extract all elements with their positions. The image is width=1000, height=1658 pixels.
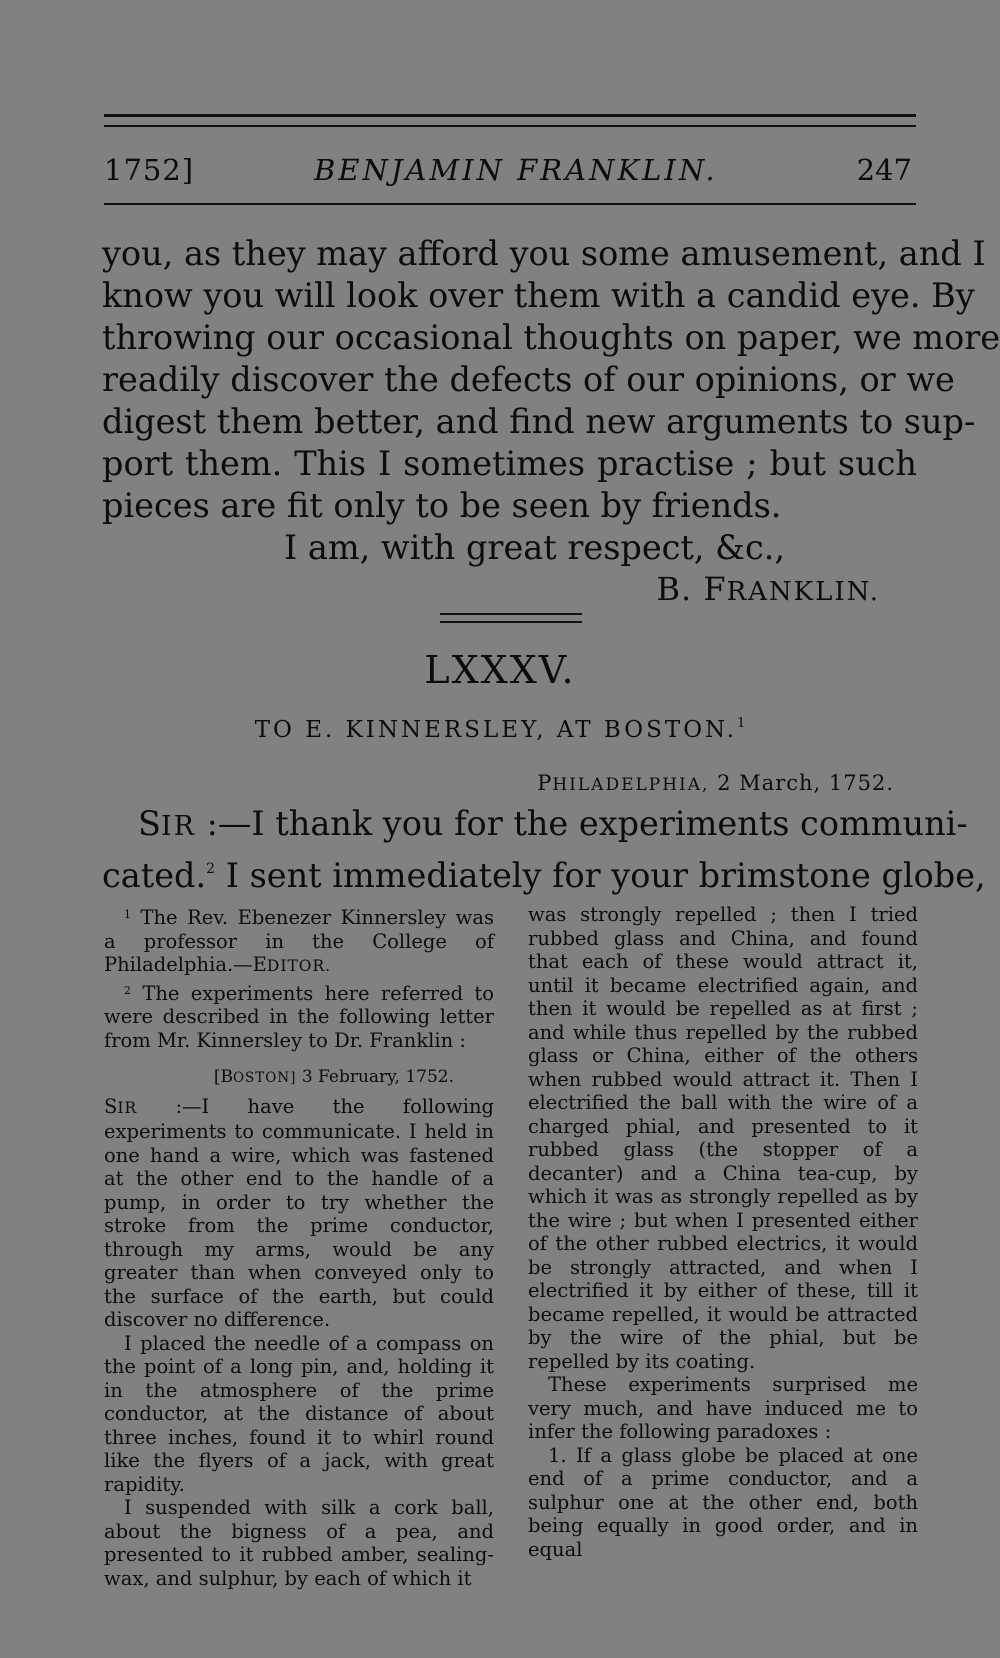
quoted-paragraph: These experiments surprised me very much, and have induced me to infer the following paradoxes : xyxy=(528,1373,918,1443)
body-line: readily discover the defects of our opinions, or we xyxy=(102,360,955,399)
closing-line: I am, with great respect, &c., xyxy=(284,528,786,567)
section-divider-top xyxy=(440,613,582,615)
quoted-paragraph: was strongly repelled ; then I tried rubbed glass and China, and found that each of these would attract it, until it became electrified again, and then it would be repelled as at first ; and while thus repelled by the rubbed glass or China, either of the others when rubbed would attract it. Then I electrified the ball with the wire of a charged phial, and presented to it rubbed glass (the stopper of a decanter) and a China tea-cup, by which it was as strongly repelled as by the wire ; but when I presented either of the other rubbed electrics, it would be strongly attracted, and when I electrified it by either of these, till it became repelled, it would be attracted by the wire of the phial, but be repelled by its coating. xyxy=(528,903,918,1373)
salutation-initial: S xyxy=(138,804,161,843)
quoted-paragraph: I placed the needle of a compass on the point of a long pin, and, holding it in the atmosphere of the prime conductor, at the distance of about three inches, found it to whirl round like the flyers of a jack, with great rapidity. xyxy=(104,1331,494,1496)
footnote-2 xyxy=(104,979,494,1053)
letter-line-start: cated. xyxy=(102,856,207,895)
letter-number: LXXXV. xyxy=(424,648,576,692)
quoted-text: :—I have the following experiments to communicate. I held in one hand a wire, which was fastened at the other end to the handle of a pump, in order to try whether the stroke from the prime conductor, through my arms, would be any greater than when conveyed only to the surface of the earth, but could discover no difference. xyxy=(104,1094,494,1331)
body-line: port them. This I sometimes practise ; but such xyxy=(102,444,917,483)
body-line: pieces are fit only to be seen by friends. xyxy=(102,486,782,525)
footnote-ref: 1 xyxy=(737,716,746,731)
footnote-mark: 1 xyxy=(124,908,131,921)
letter-address xyxy=(0,716,1000,743)
editor-label: DITOR. xyxy=(266,957,332,975)
signature-rest: RANKLIN. xyxy=(726,577,880,607)
running-head-title: BENJAMIN FRANKLIN. xyxy=(314,153,718,187)
quoted-paragraph: 1. If a glass globe be placed at one end of a prime conductor, and a sulphur one at the other end, both being equally in good order, and in equal xyxy=(528,1443,918,1561)
dateline-place-initial: P xyxy=(537,771,553,795)
quoted-paragraph: I suspended with silk a cork ball, about the bigness of a pea, and presented to it rubbed amber, sealing-wax, and sulphur, by each of which it xyxy=(104,1496,494,1590)
quoted-place-initial: [B xyxy=(213,1067,233,1087)
editor-initial: E xyxy=(252,953,267,976)
dateline-date: 2 March, 1752. xyxy=(717,771,894,795)
header-rule-top-thin xyxy=(104,125,916,127)
footnote-text: The experiments here referred to were described in the following letter from Mr. Kinnersley to Dr. Franklin : xyxy=(104,981,494,1052)
letter-line-text: :—I thank you for the experiments communi- xyxy=(206,804,968,843)
signature xyxy=(657,568,880,613)
quoted-salutation-initial: S xyxy=(104,1094,118,1118)
quoted-letter-dateline xyxy=(104,1066,494,1091)
letter-line xyxy=(102,848,986,897)
salutation: IR xyxy=(160,811,196,842)
footnotes-left-column xyxy=(104,903,494,1590)
letter-dateline xyxy=(537,771,894,795)
footnote-text: The Rev. Ebenezer Kinnersley was a professor in the College of Philadelphia.— xyxy=(104,906,495,976)
letter-opening xyxy=(102,803,986,897)
body-line: throwing our occasional thoughts on paper, we more xyxy=(102,318,1000,357)
header-rule-bottom xyxy=(104,203,916,205)
footnote-1 xyxy=(104,903,494,979)
salutation-line xyxy=(102,803,968,848)
signature-initial: B. F xyxy=(656,570,727,608)
section-divider-bottom xyxy=(440,621,582,623)
quoted-place: OSTON] xyxy=(232,1070,297,1086)
letter-line-end: I sent immediately for your brimstone globe, xyxy=(225,856,986,895)
quoted-paragraph xyxy=(104,1095,494,1332)
body-line: digest them better, and find new arguments to sup- xyxy=(102,402,976,441)
running-head-year: 1752] xyxy=(104,153,195,187)
body-line: know you will look over them with a candid eye. By xyxy=(102,276,975,315)
continued-letter-body xyxy=(102,233,1000,527)
quoted-salutation: IR xyxy=(117,1098,138,1117)
page-number: 247 xyxy=(856,153,912,187)
body-line: you, as they may afford you some amusement, and I xyxy=(102,234,986,273)
address-text: TO E. KINNERSLEY, AT BOSTON. xyxy=(254,717,738,743)
header-rule-top-thick xyxy=(104,114,916,117)
footnotes-right-column xyxy=(528,903,918,1561)
dateline-place: HILADELPHIA, xyxy=(552,775,710,795)
quoted-date: 3 February, 1752. xyxy=(301,1067,454,1087)
footnote-mark: 2 xyxy=(124,983,131,997)
footnote-ref: 2 xyxy=(206,861,216,877)
